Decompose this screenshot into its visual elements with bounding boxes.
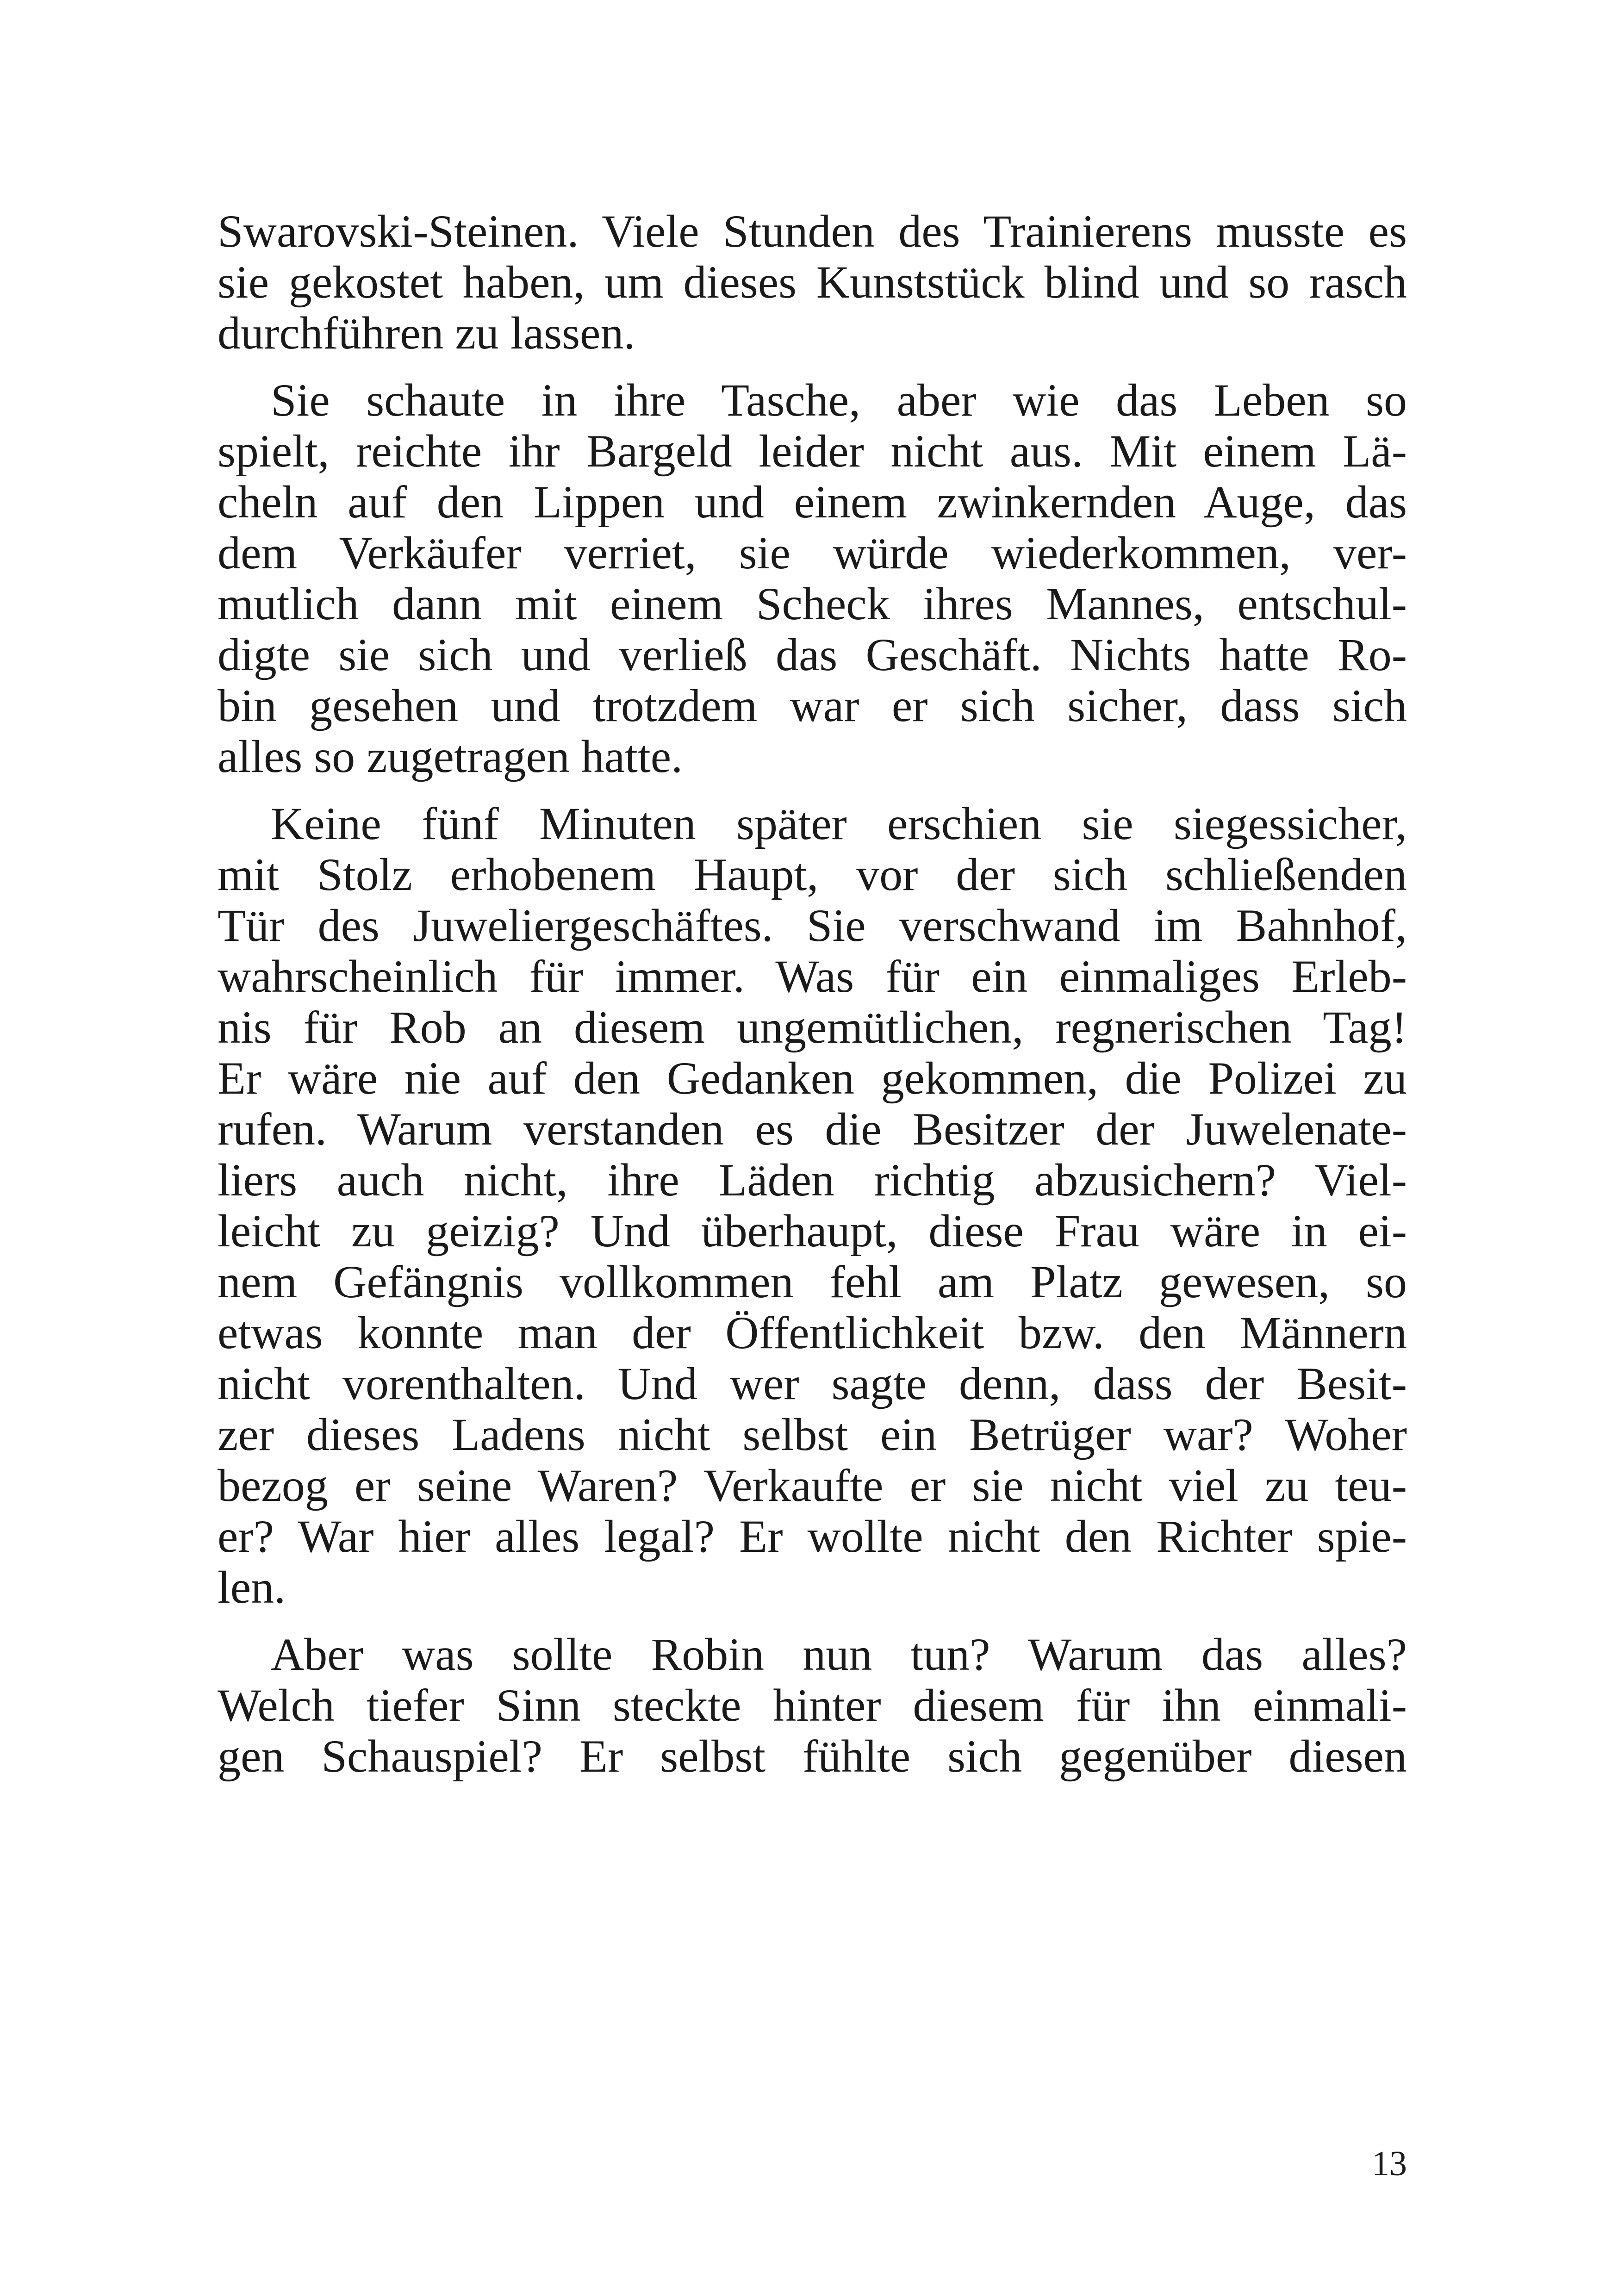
text-line: liers auch nicht, ihre Läden richtig abzusichern? Viel- xyxy=(218,1154,1407,1206)
text-line: Tür des Juweliergeschäftes. Sie verschwand im Bahnhof, xyxy=(218,900,1407,951)
text-line: leicht zu geizig? Und überhaupt, diese Frau wäre in ei- xyxy=(218,1205,1407,1257)
text-line: mit Stolz erhobenem Haupt, vor der sich schließenden xyxy=(218,849,1407,900)
text-line: bin gesehen und trotzdem war er sich sicher, dass sich xyxy=(218,680,1407,731)
text-line: dem Verkäufer verriet, sie würde wiederkommen, ver- xyxy=(218,527,1407,579)
text-line: len. xyxy=(218,1562,286,1613)
text-line: cheln auf den Lippen und einem zwinkernden Auge, das xyxy=(218,476,1407,528)
text-line: Keine fünf Minuten später erschien sie siegessicher, xyxy=(271,798,1407,849)
text-line: etwas konnte man der Öffentlichkeit bzw. den Männern xyxy=(218,1307,1407,1358)
text-line: Swarovski-Steinen. Viele Stunden des Trainierens musste es xyxy=(218,205,1407,257)
text-line: gen Schauspiel? Er selbst fühlte sich gegenüber diesen xyxy=(218,1730,1407,1782)
paragraph-3 xyxy=(218,798,1407,1613)
text-line: nicht vorenthalten. Und wer sagte denn, dass der Besit- xyxy=(218,1358,1407,1409)
text-line: Aber was sollte Robin nun tun? Warum das alles? xyxy=(271,1629,1407,1680)
text-line: durchführen zu lassen. xyxy=(218,307,635,359)
text-line: spielt, reichte ihr Bargeld leider nicht aus. Mit einem Lä- xyxy=(218,425,1407,477)
text-line: alles so zugetragen hatte. xyxy=(218,731,683,782)
paragraph-1 xyxy=(218,206,1407,359)
text-line: wahrscheinlich für immer. Was für ein einmaliges Erleb- xyxy=(218,951,1407,1002)
text-line: mutlich dann mit einem Scheck ihres Mannes, entschul- xyxy=(218,578,1407,629)
text-line: nis für Rob an diesem ungemütlichen, regnerischen Tag! xyxy=(218,1002,1407,1053)
text-line: bezog er seine Waren? Verkaufte er sie nicht viel zu teu- xyxy=(218,1460,1407,1511)
text-line: Er wäre nie auf den Gedanken gekommen, die Polizei zu xyxy=(218,1052,1407,1104)
text-line: zer dieses Ladens nicht selbst ein Betrüger war? Woher xyxy=(218,1409,1407,1460)
page-number: 13 xyxy=(1372,2144,1407,2183)
text-line: nem Gefängnis vollkommen fehl am Platz gewesen, so xyxy=(218,1256,1407,1307)
paragraph-4 xyxy=(218,1629,1407,1782)
text-line: er? War hier alles legal? Er wollte nicht den Richter spie- xyxy=(218,1511,1407,1562)
text-line: digte sie sich und verließ das Geschäft. Nichts hatte Ro- xyxy=(218,629,1407,680)
text-line: Sie schaute in ihre Tasche, aber wie das Leben so xyxy=(271,374,1407,426)
text-line: Welch tiefer Sinn steckte hinter diesem für ihn einmali- xyxy=(218,1680,1407,1731)
text-line: rufen. Warum verstanden es die Besitzer der Juwelenate- xyxy=(218,1103,1407,1155)
paragraph-2 xyxy=(218,375,1407,782)
page-body xyxy=(218,206,1407,1782)
text-line: sie gekostet haben, um dieses Kunststück blind und so rasch xyxy=(218,256,1407,308)
